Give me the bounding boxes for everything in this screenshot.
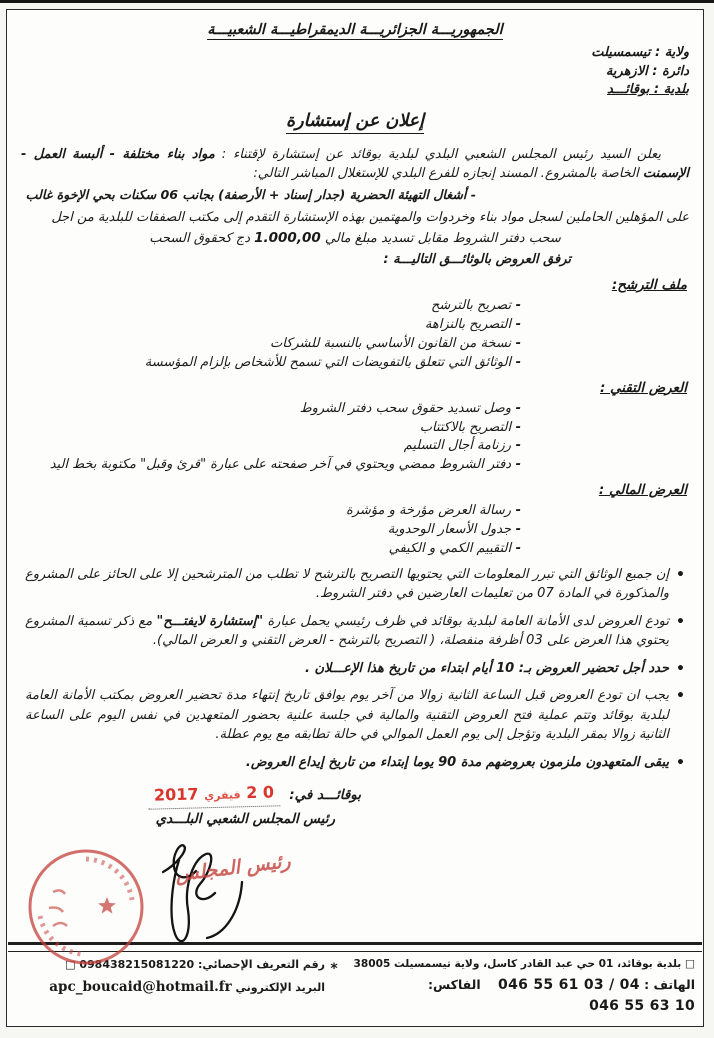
phone-number: 046 55 61 03 / 04 bbox=[498, 977, 640, 993]
candidacy-list bbox=[19, 297, 521, 372]
note-item: • يبقى المتعهدون ملزمون بعروضهم مدة 90 يوما إبتداء من تاريخ إيداع العروض. bbox=[25, 753, 685, 773]
date-day: 0 2 bbox=[246, 782, 275, 803]
section-candidacy-title: ملف الترشح: bbox=[611, 276, 687, 293]
note3-bold: 10 أيام bbox=[472, 660, 515, 676]
scan-edge-line bbox=[0, 0, 714, 3]
star-separator: * bbox=[330, 961, 338, 978]
intro-post: الخاصة بالمشروع. المسند إنجازه للفرع البلدي للإستغلال المباشر التالي: bbox=[253, 166, 643, 182]
note2-bold: "إستشارة لايفتـــح" bbox=[156, 613, 264, 629]
footer-right-column bbox=[343, 957, 695, 1017]
place-label: بوقائـــد في: bbox=[289, 787, 361, 804]
phone-label: الهاتف : bbox=[639, 977, 695, 992]
fee-amount: 1.000,00 bbox=[254, 229, 321, 246]
note2-pre: تودع العروض لدى الأمانة العامة لبلدية بوقائد في ظرف رئيسي يحمل عبارة bbox=[263, 613, 669, 629]
technical-item: - التصريح بالاكتتاب bbox=[19, 419, 521, 438]
attach-line: ترفق العروض بالوثائـــق التاليـــة : bbox=[383, 252, 571, 268]
document-content bbox=[7, 10, 703, 1026]
candidacy-item: - التصريح بالنزاهة bbox=[19, 316, 521, 335]
admin-info bbox=[19, 44, 689, 101]
phone-line bbox=[343, 975, 695, 1017]
note-item: • يجب ان تودع العروض قبل الساعة الثانية زوالا من آخر يوم يوافق تاريخ إنتهاء مدة تحضير العروض بمكتب الأمانة العامة لبلدية بوقائد وتتم عملية فتح العروض التقنية والمالية في جلسة علنية بحضور المتعهدين في نفس اليوم على الساعة الثانية زوالا بمقر البلدية وتؤجل إلى يوم العمل الموالي في حالة تطابقه مع يوم عطلة. bbox=[25, 686, 685, 745]
candidacy-item: - الوثائق التي تتعلق بالتفويضات التي تسمح للأشخاص بإلزام المؤسسة bbox=[19, 354, 521, 373]
candidacy-item: - نسخة من القانون الأساسي بالنسبة للشركات bbox=[19, 335, 521, 354]
note-item bbox=[25, 659, 685, 679]
financial-item: - التقييم الكمي و الكيفي bbox=[19, 540, 521, 559]
eligibility-line2-pre: سحب دفتر الشروط مقابل تسديد مبلغ مالي bbox=[320, 230, 561, 246]
financial-list bbox=[19, 502, 521, 559]
stat-label: رقم التعريف الإحصائي: bbox=[194, 958, 326, 972]
fax-label: الفاكس: bbox=[428, 977, 481, 992]
eligibility-line2-post: دج كحقوق السحب bbox=[149, 230, 255, 246]
box-icon: □ bbox=[684, 958, 695, 971]
intro-pre: يعلن السيد رئيس المجلس الشعبي البلدي لبلدية بوقائد عن إستشارة لإقتناء : bbox=[214, 146, 661, 162]
republic-title bbox=[19, 20, 691, 42]
address-text: بلدية بوقائد، 01 حي عبد القادر كاسل، ولاية تيسمسيلت 38005 bbox=[353, 958, 682, 971]
stat-id: 098438215081220 bbox=[79, 958, 195, 972]
intro-bold: مواد بناء مختلفة - ألبسة العمل - الإسمنت bbox=[21, 146, 689, 182]
stamp-zone bbox=[17, 832, 347, 982]
date-month: فيفري bbox=[204, 788, 242, 803]
note-item: • إن جميع الوثائق التي تبرر المعلومات التي يحتويها التصريح بالترشح لا تطلب من المترشحين إلا على الحائز على المشروع والمذكورة في المادة 07 من تعليمات العارضين في دفتر الشروط. bbox=[25, 565, 685, 604]
eligibility-line2 bbox=[21, 228, 689, 249]
note-item bbox=[25, 612, 685, 651]
financial-item: - جدول الأسعار الوحدوية bbox=[19, 521, 521, 540]
email-label: البريد الإلكتروني bbox=[235, 980, 326, 994]
box-icon: □ bbox=[65, 958, 76, 972]
technical-list bbox=[19, 400, 521, 475]
announcement-title bbox=[19, 108, 691, 134]
note2-post: مع ذكر تسمية المشروع يحتوي هذا العرض على 03 أظرفة منفصلة، ( التصريح بالترشح - العرض التقني و العرض المالي). bbox=[25, 613, 669, 649]
note3-post: ابتداء من تاريخ هذا الإعـــلان . bbox=[305, 660, 473, 676]
municipal-stamp-icon bbox=[23, 844, 149, 970]
republic-title-text: الجمهوريـــة الجزائريـــة الديمقراطيـــة الشعبيـــة bbox=[207, 22, 503, 38]
signature-title: رئيس المجلس الشعبي البلـــدي bbox=[155, 811, 335, 828]
daira-line: دائرة : الازهرية bbox=[605, 63, 689, 79]
place-date-line bbox=[31, 782, 361, 808]
candidacy-item: - تصريح بالترشح bbox=[19, 297, 521, 316]
stamp-overlay-text: رئيس المجلس bbox=[174, 850, 292, 886]
email-value: apc_boucaid@hotmail.fr bbox=[49, 978, 232, 995]
wilaya-line: ولاية : تيسمسيلت bbox=[591, 44, 689, 60]
section-technical-title: العرض التقني : bbox=[599, 379, 687, 396]
section-financial-title: العرض المالي : bbox=[598, 482, 687, 499]
date-year: 2017 bbox=[154, 784, 200, 806]
document-frame bbox=[6, 9, 704, 1027]
announcement-title-text: إعلان عن إستشارة bbox=[286, 111, 424, 134]
commune-line: بلدية : بوقائـــد bbox=[607, 82, 689, 98]
note3-pre: حدد أجل تحضير العروض بـ: bbox=[514, 660, 669, 676]
project-line: - أشغال التهيئة الحضرية (جدار إسناد + الأرصفة) بجانب 06 سكنات بحي الإخوة غالب bbox=[25, 186, 476, 202]
date-stamp bbox=[148, 781, 281, 810]
technical-item: - دفتر الشروط ممضي ويحتوي في آخر صفحته على عبارة "قرئ وقبل" مكتوبة بخط اليد bbox=[19, 456, 521, 475]
signature-block bbox=[31, 782, 361, 829]
technical-item: - وصل تسديد حقوق سحب دفتر الشروط bbox=[19, 400, 521, 419]
address-line bbox=[343, 957, 695, 973]
technical-item: - رزنامة أجال التسليم bbox=[19, 437, 521, 456]
financial-item: - رسالة العرض مؤرخة و مؤشرة bbox=[19, 502, 521, 521]
fax-number: 046 55 63 10 bbox=[589, 998, 695, 1014]
eligibility-line1: على المؤهلين الحاملين لسجل مواد بناء وخردوات والمهتمين بهذه الإستشارة التقدم إلى مكتب الصفقات للبلدية من اجل bbox=[51, 210, 689, 226]
intro-paragraph bbox=[21, 145, 689, 184]
notes-list bbox=[19, 565, 691, 773]
